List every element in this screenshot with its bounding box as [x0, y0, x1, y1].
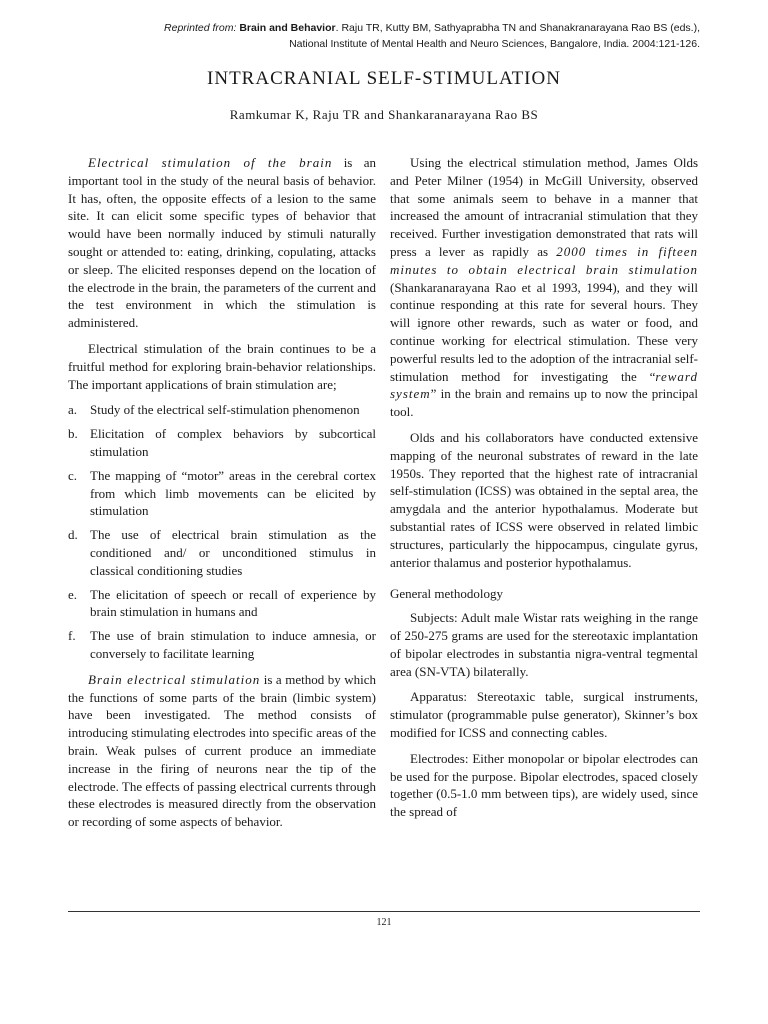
list-text: The use of brain stimulation to induce amnesia, or conversely to facilitate learning — [90, 628, 376, 661]
list-marker: a. — [68, 402, 78, 418]
citation-line-2: National Institute of Mental Health and Neuro Sciences, Bangalore, India. 2004:121-126. — [289, 38, 700, 50]
right-paragraph-2: Olds and his collaborators have conducted extensive mapping of the neuronal substrates of reward in the late 1950s. They reported that the highest rate of intracranial self-stimulation (ICSS) was obtained in the septal area, the amygdala and the anterior hypothalamus. Moderate but substantial rates of ICSS were observed in related limbic structures, particularly the hippocampus, cingulate gyrus, anterior thalamus and posterior hypothalamus. — [390, 429, 698, 570]
left-paragraph-1: Electrical stimulation of the brain is an important tool in the study of the neural basis of behavior. It has, often, the opposite effects of a lesion to the same site. It can elicit some specific types of behavior that would have been normally induced by stimuli naturally sought or attended to: eating, drinking, copulating, attacks or sleep. The elicited responses depend on the location of the electrode in the brain, the parameters of the current and the test environment in which the stimulation is administered. — [68, 155, 376, 331]
right-column — [390, 154, 698, 829]
list-marker: d. — [68, 527, 78, 543]
list-text: Study of the electrical self-stimulation phenomenon — [90, 402, 360, 418]
emphasis-reward-system: reward system — [390, 368, 698, 402]
left-column — [68, 154, 376, 839]
citation-line-1 — [60, 20, 700, 36]
book-title: Brain and Behavior — [239, 22, 336, 34]
subjects-paragraph: Subjects: Adult male Wistar rats weighing in the range of 250-275 grams are used for the stereotaxic implantation of bipolar electrodes in substantia nigra-ventral tegmental area (SN-VTA) bilaterally. — [390, 610, 698, 679]
electrodes-paragraph: Electrodes: Either monopolar or bipolar electrodes can be used for the purpose. Bipolar electrodes, spaced closely together (0.5-1.0 mm between tips), are widely used, since the spread of — [390, 750, 698, 820]
list-item — [68, 586, 376, 622]
list-item — [68, 425, 376, 461]
list-item — [68, 467, 376, 520]
reprint-citation — [60, 20, 700, 52]
applications-list — [68, 401, 376, 662]
list-text: Elicitation of complex behaviors by subcortical stimulation — [90, 426, 376, 459]
apparatus-paragraph: Apparatus: Stereotaxic table, surgical instruments, stimulator (programmable pulse generator), Skinner’s box modified for ICSS and connecting cables. — [390, 689, 698, 740]
footer-rule — [68, 911, 700, 912]
list-text: The elicitation of speech or recall of experience by brain stimulation in humans and — [90, 586, 376, 620]
list-marker: f. — [68, 628, 76, 644]
left-paragraph-2: Electrical stimulation of the brain continues to be a fruitful method for exploring brain-behavior relationships. The important applications of brain stimulation are; — [68, 340, 376, 392]
list-item — [68, 627, 376, 663]
list-marker: c. — [68, 467, 78, 483]
list-marker: b. — [68, 426, 78, 442]
reprint-label: Reprinted from: — [164, 22, 237, 34]
list-item — [68, 401, 376, 419]
paper-title: INTRACRANIAL SELF-STIMULATION — [207, 68, 561, 89]
emphasis-brain-electrical-stimulation: Brain electrical stimulation — [88, 671, 261, 687]
left-paragraph-3: Brain electrical stimulation is a method by which the functions of some parts of the brain (limbic system) have been investigated. The method consists of introducing stimulating electrodes into specific areas of the brain. Weak pulses of current produce an immediate increase in the firing of neurons near the tip of the electrode. The effects of passing electrical currents through these electrodes is measured directly from the observation or recording of some aspects of behavior. — [68, 671, 376, 830]
paper-authors: Ramkumar K, Raju TR and Shankaranarayana Rao BS — [229, 107, 539, 122]
citation-rest: . Raju TR, Kutty BM, Sathyaprabha TN and Shanakranarayana Rao BS (eds.), — [335, 22, 700, 34]
list-text: The use of electrical brain stimulation as the conditioned and/ or unconditioned stimulus in classical conditioning studies — [90, 527, 376, 578]
page-number: 121 — [376, 917, 392, 928]
right-paragraph-1: Using the electrical stimulation method, James Olds and Peter Milner (1954) in McGill University, observed that some animals seem to behave in a manner that increased the amount of intracranial stimulation that they received. Further investigation demonstrated that rats will press a lever as rapidly as 2000 times in fifteen minutes to obtain electrical brain stimulation (Shankaranarayana Rao et al 1993, 1994), and they will continue responding at this rate for several hours. They will ignore other rewards, such as water or food, and continue working for electrical stimulation. These very powerful results led to the adoption of the intracranial self-stimulation method for investigating the “reward system” in the brain and remains up to now the principal tool. — [390, 155, 699, 420]
list-item — [68, 526, 376, 579]
list-marker: e. — [68, 586, 78, 602]
list-text: The mapping of “motor” areas in the cerebral cortex from which limb movements can be elicited by stimulation — [90, 467, 376, 519]
emphasis-electrical-stimulation: Electrical stimulation of the brain — [88, 155, 333, 170]
emphasis-lever-rate: 2000 times in fifteen minutes to obtain electrical brain stimulation — [390, 243, 699, 277]
section-heading-general-methodology: General methodology — [390, 586, 503, 602]
